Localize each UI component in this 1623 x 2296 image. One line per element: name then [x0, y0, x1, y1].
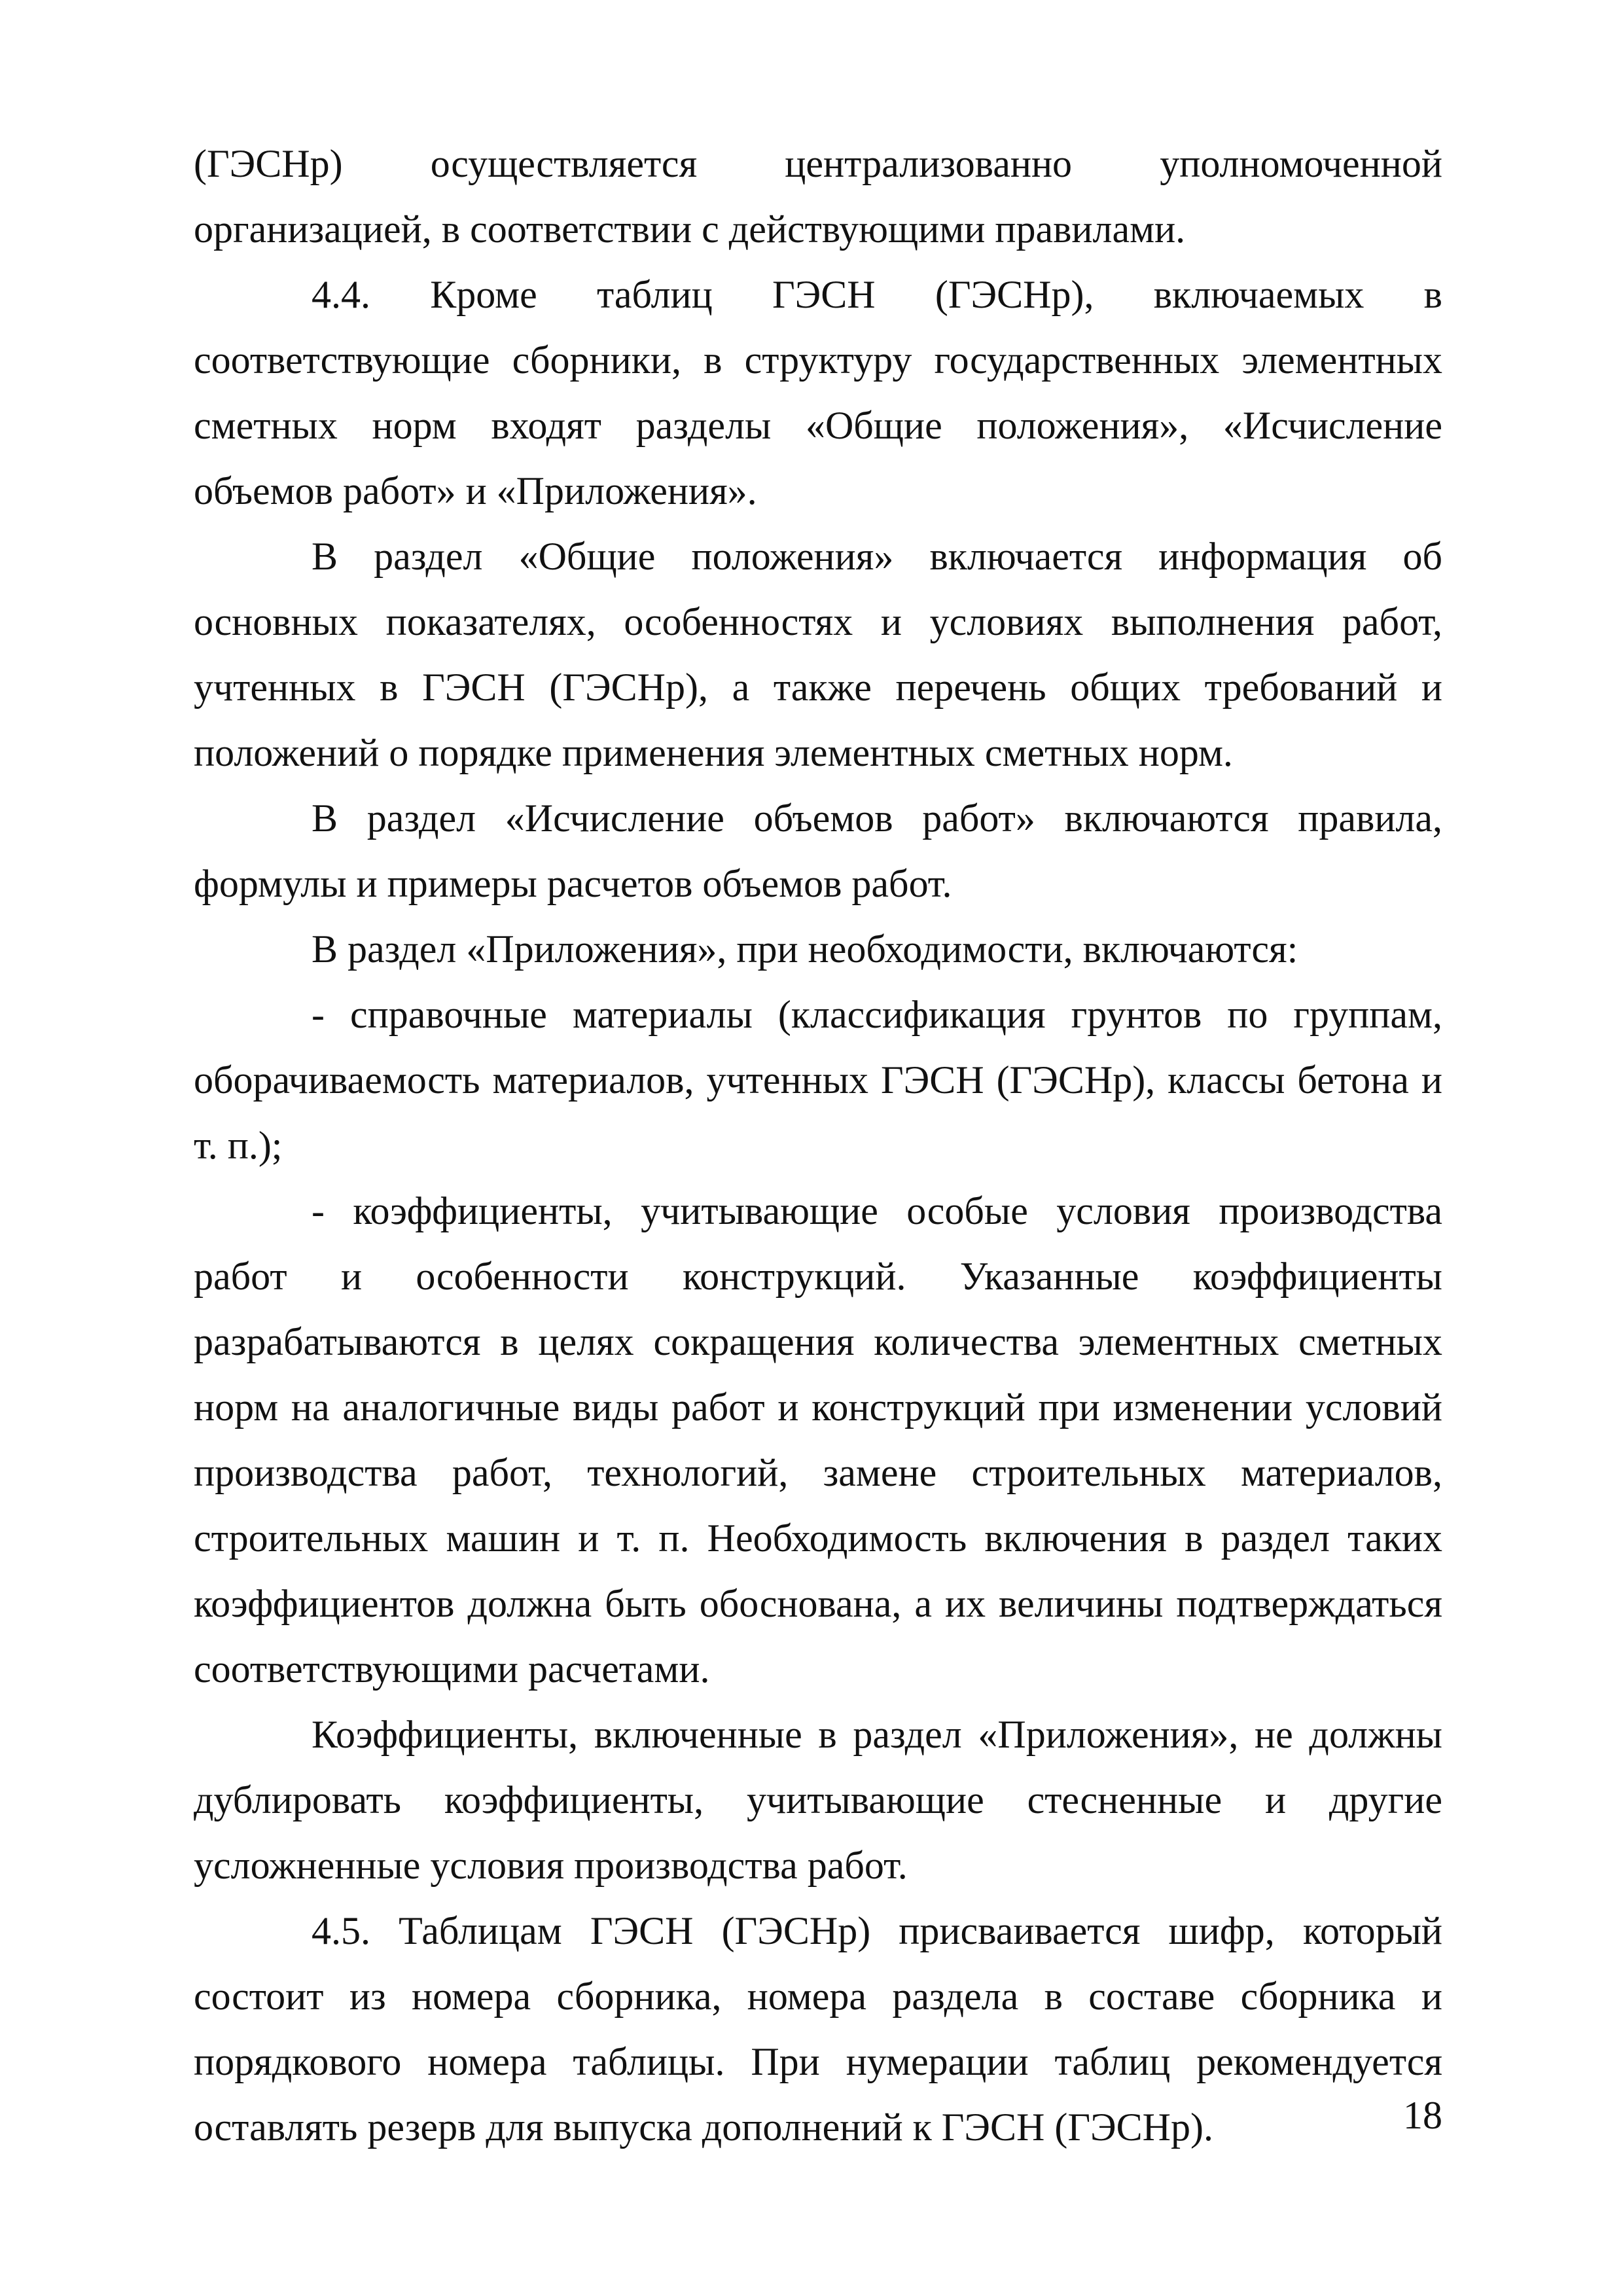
document-page [194, 131, 1442, 2160]
paragraph-general-provisions: В раздел «Общие положения» включается информация об основных показателях, особенностях и условиях выполнения работ, учтенных в ГЭСН (ГЭСНр), а также перечень общих требований и положений о порядке применения элементных сметных норм. [194, 535, 1442, 774]
paragraph-continuation: (ГЭСНр) осуществляется централизованно уполномоченной организацией, в соответствии с действующими правилами. [194, 142, 1442, 251]
paragraph-reference-materials: - справочные материалы (классификация грунтов по группам, оборачиваемость материалов, учтенных ГЭСН (ГЭСНр), классы бетона и т. п.); [194, 993, 1442, 1167]
paragraph-volume-calculation: В раздел «Исчисление объемов работ» включаются правила, формулы и примеры расчетов объемов работ. [194, 797, 1442, 905]
page-number: 18 [1403, 2094, 1442, 2137]
paragraph-4-4: 4.4. Кроме таблиц ГЭСН (ГЭСНр), включаемых в соответствующие сборники, в структуру государственных элементных сметных норм входят разделы «Общие положения», «Исчисление объемов работ» и «Приложения». [194, 273, 1442, 512]
paragraph-4-5: 4.5. Таблицам ГЭСН (ГЭСНр) присваивается шифр, который состоит из номера сборника, номера раздела в составе сборника и порядкового номера таблицы. При нумерации таблиц рекомендуется оставлять резерв для выпуска дополнений к ГЭСН (ГЭСНр). [194, 1909, 1442, 2149]
paragraph-coefficients-duplication: Коэффициенты, включенные в раздел «Приложения», не должны дублировать коэффициенты, учитывающие стесненные и другие усложненные условия производства работ. [194, 1713, 1442, 1887]
paragraph-coefficients: - коэффициенты, учитывающие особые условия производства работ и особенности конструкций. Указанные коэффициенты разрабатываются в целях сокращения количества элементных сметных норм на аналогичные виды работ и конструкций при изменении условий производства работ, технологий, замене строительных материалов, строительных машин и т. п. Необходимость включения в раздел таких коэффициентов должна быть обоснована, а их величины подтверждаться соответствующими расчетами. [194, 1189, 1442, 1691]
paragraph-appendices-intro: В раздел «Приложения», при необходимости, включаются: [312, 927, 1298, 971]
